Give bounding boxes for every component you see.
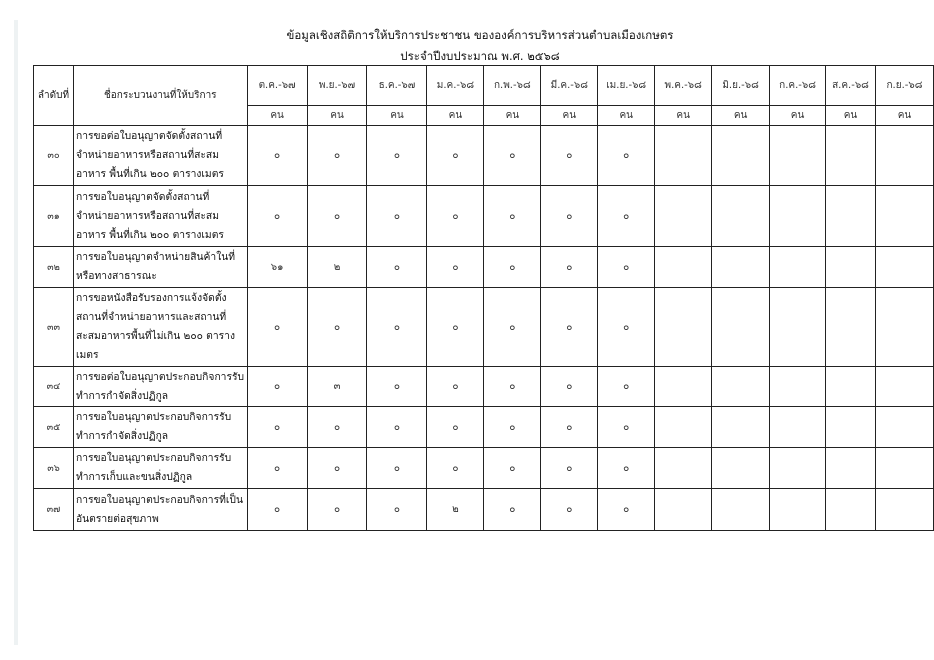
cell-value: ๐	[247, 186, 307, 247]
cell-value: ๐	[484, 126, 541, 186]
cell-value: ๐	[484, 407, 541, 448]
service-name: การขอต่อใบอนุญาตประกอบกิจการรับทำการกำจัดสิ่งปฏิกูล	[73, 367, 247, 407]
cell-value: ๐	[484, 448, 541, 489]
cell-value	[875, 489, 933, 531]
cell-value	[826, 489, 876, 531]
cell-value	[770, 247, 826, 288]
cell-value	[875, 407, 933, 448]
header-month: พ.ค.-๖๘	[655, 66, 712, 106]
cell-value: ๐	[598, 247, 655, 288]
cell-value: ๐	[484, 288, 541, 367]
cell-value: ๐	[427, 186, 484, 247]
header-service-name: ชื่อกระบวนงานที่ให้บริการ	[73, 66, 247, 126]
row-number: ๓๕	[34, 407, 74, 448]
header-unit: คน	[655, 106, 712, 126]
service-name: การขอใบอนุญาตจำหน่ายสินค้าในที่หรือทางสาธารณะ	[73, 247, 247, 288]
cell-value	[875, 288, 933, 367]
cell-value: ๓	[307, 367, 367, 407]
header-month: ส.ค.-๖๘	[826, 66, 876, 106]
cell-value: ๐	[541, 489, 598, 531]
service-name: การขอใบอนุญาตประกอบกิจการรับทำการกำจัดสิ่งปฏิกูล	[73, 407, 247, 448]
cell-value: ๐	[247, 407, 307, 448]
cell-value: ๐	[307, 126, 367, 186]
cell-value: ๐	[367, 489, 427, 531]
row-number: ๓๒	[34, 247, 74, 288]
cell-value: ๐	[598, 186, 655, 247]
cell-value: ๒	[427, 489, 484, 531]
cell-value: ๐	[541, 288, 598, 367]
cell-value	[770, 407, 826, 448]
cell-value: ๐	[247, 367, 307, 407]
header-unit: คน	[307, 106, 367, 126]
table-row	[34, 448, 934, 489]
cell-value	[655, 448, 712, 489]
cell-value	[875, 126, 933, 186]
cell-value: ๐	[367, 448, 427, 489]
header-unit: คน	[247, 106, 307, 126]
header-unit: คน	[367, 106, 427, 126]
cell-value: ๐	[427, 288, 484, 367]
row-number: ๓๖	[34, 448, 74, 489]
cell-value	[712, 288, 770, 367]
cell-value	[712, 407, 770, 448]
header-unit: คน	[541, 106, 598, 126]
service-name: การขอต่อใบอนุญาตจัดตั้งสถานที่จำหน่ายอาหารหรือสถานที่สะสมอาหาร พื้นที่เกิน ๒๐๐ ตารางเมตร	[73, 126, 247, 186]
cell-value	[712, 489, 770, 531]
cell-value	[770, 186, 826, 247]
row-number: ๓๓	[34, 288, 74, 367]
cell-value: ๐	[427, 247, 484, 288]
cell-value: ๐	[247, 448, 307, 489]
cell-value: ๐	[247, 126, 307, 186]
cell-value: ๐	[367, 186, 427, 247]
cell-value	[875, 367, 933, 407]
row-number: ๓๔	[34, 367, 74, 407]
cell-value: ๐	[427, 367, 484, 407]
cell-value	[826, 126, 876, 186]
header-order: ลำดับที่	[34, 66, 74, 126]
cell-value: ๐	[598, 448, 655, 489]
cell-value: ๐	[247, 489, 307, 531]
cell-value: ๐	[598, 288, 655, 367]
cell-value	[712, 126, 770, 186]
cell-value: ๐	[427, 448, 484, 489]
cell-value: ๐	[598, 367, 655, 407]
cell-value	[826, 247, 876, 288]
cell-value: ๐	[484, 489, 541, 531]
cell-value: ๐	[307, 448, 367, 489]
header-unit: คน	[598, 106, 655, 126]
header-month: ธ.ค.-๖๗	[367, 66, 427, 106]
header-unit: คน	[875, 106, 933, 126]
cell-value	[875, 186, 933, 247]
cell-value	[826, 288, 876, 367]
cell-value: ๐	[307, 288, 367, 367]
cell-value: ๐	[367, 407, 427, 448]
header-unit: คน	[770, 106, 826, 126]
cell-value: ๒	[307, 247, 367, 288]
cell-value	[826, 407, 876, 448]
cell-value	[712, 186, 770, 247]
table-row	[34, 288, 934, 367]
cell-value: ๐	[307, 186, 367, 247]
header-unit: คน	[826, 106, 876, 126]
cell-value: ๐	[484, 247, 541, 288]
row-number: ๓๐	[34, 126, 74, 186]
cell-value	[655, 367, 712, 407]
service-name: การขอใบอนุญาตจัดตั้งสถานที่จำหน่ายอาหารหรือสถานที่สะสมอาหาร พื้นที่เกิน ๒๐๐ ตารางเมตร	[73, 186, 247, 247]
header-month: ม.ค.-๖๘	[427, 66, 484, 106]
header-month: มิ.ย.-๖๘	[712, 66, 770, 106]
cell-value: ๐	[484, 367, 541, 407]
cell-value	[712, 367, 770, 407]
row-number: ๓๗	[34, 489, 74, 531]
cell-value: ๐	[598, 126, 655, 186]
cell-value: ๐	[367, 288, 427, 367]
cell-value	[875, 247, 933, 288]
cell-value: ๐	[598, 489, 655, 531]
cell-value: ๐	[367, 126, 427, 186]
cell-value	[770, 489, 826, 531]
cell-value: ๐	[598, 407, 655, 448]
cell-value	[770, 288, 826, 367]
scan-edge-shadow	[14, 20, 18, 645]
header-unit: คน	[427, 106, 484, 126]
cell-value: ๐	[541, 247, 598, 288]
cell-value	[770, 126, 826, 186]
cell-value: ๐	[541, 448, 598, 489]
document-subtitle: ประจำปีงบประมาณ พ.ศ. ๒๕๖๘	[400, 49, 560, 63]
cell-value	[826, 367, 876, 407]
cell-value	[655, 489, 712, 531]
table-row	[34, 247, 934, 288]
cell-value: ๐	[307, 407, 367, 448]
cell-value	[770, 448, 826, 489]
cell-value	[875, 448, 933, 489]
cell-value	[826, 186, 876, 247]
cell-value	[826, 448, 876, 489]
header-month: ก.พ.-๖๘	[484, 66, 541, 106]
cell-value: ๐	[427, 126, 484, 186]
document-title: ข้อมูลเชิงสถิติการให้บริการประชาชน ขององค์การบริหารส่วนตำบลเมืองเกษตร	[286, 28, 674, 42]
header-month: เม.ย.-๖๘	[598, 66, 655, 106]
table-row	[34, 126, 934, 186]
service-name: การขอใบอนุญาตประกอบกิจการที่เป็นอันตรายต่อสุขภาพ	[73, 489, 247, 531]
table-row	[34, 489, 934, 531]
cell-value	[770, 367, 826, 407]
table-row	[34, 186, 934, 247]
statistics-table	[33, 65, 934, 531]
header-month: ก.ค.-๖๘	[770, 66, 826, 106]
cell-value	[655, 126, 712, 186]
header-unit: คน	[712, 106, 770, 126]
cell-value: ๐	[307, 489, 367, 531]
cell-value: ๐	[247, 288, 307, 367]
service-name: การขอหนังสือรับรองการแจ้งจัดตั้งสถานที่จำหน่ายอาหารและสถานที่สะสมอาหารพื้นที่ไม่เกิน ๒๐๐ ตารางเมตร	[73, 288, 247, 367]
header-month: พ.ย.-๖๗	[307, 66, 367, 106]
header-month: ก.ย.-๖๘	[875, 66, 933, 106]
cell-value	[655, 407, 712, 448]
header-month: มี.ค.-๖๘	[541, 66, 598, 106]
cell-value: ๐	[367, 367, 427, 407]
cell-value	[655, 247, 712, 288]
cell-value: ๖๑	[247, 247, 307, 288]
service-name: การขอใบอนุญาตประกอบกิจการรับทำการเก็บและขนสิ่งปฏิกูล	[73, 448, 247, 489]
cell-value: ๐	[541, 186, 598, 247]
cell-value: ๐	[367, 247, 427, 288]
row-number: ๓๑	[34, 186, 74, 247]
table-row	[34, 407, 934, 448]
cell-value: ๐	[427, 407, 484, 448]
cell-value	[655, 288, 712, 367]
cell-value	[712, 448, 770, 489]
table-row	[34, 367, 934, 407]
header-month: ต.ค.-๖๗	[247, 66, 307, 106]
cell-value: ๐	[541, 367, 598, 407]
cell-value	[712, 247, 770, 288]
cell-value: ๐	[484, 186, 541, 247]
cell-value: ๐	[541, 407, 598, 448]
header-unit: คน	[484, 106, 541, 126]
cell-value	[655, 186, 712, 247]
cell-value: ๐	[541, 126, 598, 186]
